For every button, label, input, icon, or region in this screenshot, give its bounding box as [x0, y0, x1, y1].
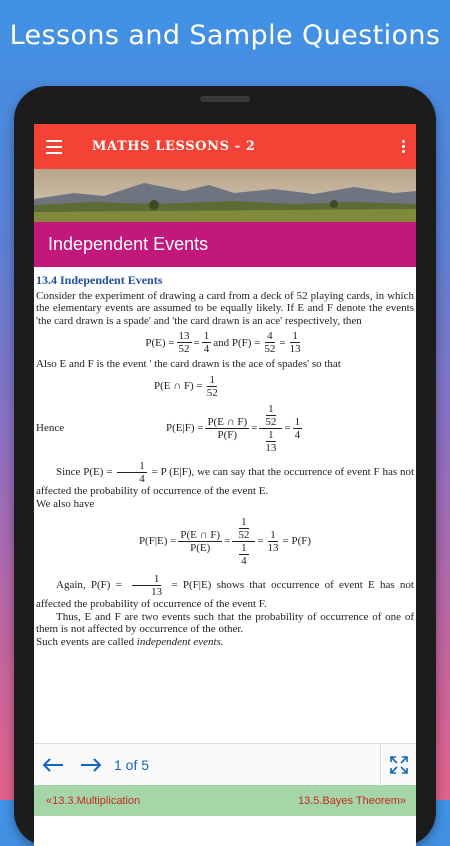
frac-den: 52 — [206, 386, 218, 399]
app-screen — [34, 124, 416, 846]
frac-den: P(F) — [217, 428, 238, 441]
section-title: 13.4 Independent Events — [36, 273, 163, 287]
lesson-nav-bar — [34, 785, 416, 816]
frac-den: 4 — [241, 555, 247, 568]
frac-den: 4 — [203, 343, 210, 356]
paragraph: Also E and F is the event ' the card drawn is the ace of spades' so that — [36, 358, 341, 371]
frac-den: 13 — [265, 441, 277, 454]
frac-den: P(E) — [190, 542, 211, 555]
eq-text: = P(F) — [282, 535, 312, 548]
eq-text: = — [251, 422, 258, 435]
prev-lesson-link[interactable]: «13.3.Multiplication — [46, 794, 141, 807]
paragraph — [36, 573, 414, 611]
lesson-content — [34, 267, 416, 743]
arrow-right-icon — [80, 757, 102, 773]
equation-pf-given-e — [36, 516, 414, 567]
frac-num: 1 — [292, 330, 298, 343]
forward-button[interactable] — [72, 744, 110, 786]
arrow-left-icon — [42, 757, 64, 773]
eq-text: P(E) = — [145, 336, 175, 349]
frac-num: 1 — [241, 542, 247, 555]
more-vert-icon[interactable] — [398, 140, 408, 153]
app-bar — [34, 124, 416, 169]
inline-text: Such events are called — [36, 635, 137, 648]
frac-den: 13 — [151, 586, 163, 599]
frac-den: 52 — [238, 529, 250, 542]
landscape-banner-image — [34, 169, 416, 222]
pdf-toolbar — [34, 743, 416, 785]
frac-den: 52 — [178, 343, 190, 356]
paragraph: We also have — [36, 497, 95, 510]
frac-den: 13 — [267, 542, 279, 555]
app-title: MATHS LESSONS - 2 — [92, 139, 256, 154]
eq-text: = — [279, 336, 286, 349]
eq-text: P(F|E) = — [138, 535, 177, 548]
frac-num: 4 — [267, 330, 273, 343]
eq-text: P(E ∩ F) = — [154, 380, 203, 393]
frac-den: 52 — [264, 343, 276, 356]
hamburger-icon[interactable] — [46, 140, 62, 154]
paragraph: Consider the experiment of drawing a card from a deck of 52 playing cards, in which the elementary events are assumed to be equally likely. If E and F denote the events 'the card drawn is a spade' and 'the card drawn is an ace' respectively, then — [36, 289, 414, 327]
back-button[interactable] — [34, 744, 72, 786]
inline-text: = P (E|F), we can say that the occurrence of event F has not affected the probability of occurrence of the event E. — [36, 466, 415, 497]
frac-num: 1 — [268, 402, 274, 415]
page-indicator: 1 of 5 — [114, 756, 150, 773]
frac-den: 4 — [294, 428, 301, 441]
frac-den: 4 — [139, 472, 145, 485]
frac-num: 1 — [294, 415, 301, 428]
eq-text: = — [193, 336, 200, 349]
frac-num: 1 — [268, 428, 274, 441]
next-lesson-link[interactable]: 13.5.Bayes Theorem» — [297, 794, 406, 807]
fullscreen-icon — [389, 755, 409, 775]
equation-pe-given-f — [36, 403, 414, 454]
frac-den: 52 — [265, 415, 277, 428]
inline-text: Since P(E) = — [56, 466, 113, 478]
frac-num: 1 — [270, 529, 276, 542]
eq-text: = — [257, 535, 264, 548]
frac-num: 1 — [241, 516, 247, 529]
inline-text: Again, P(F) = — [56, 579, 122, 592]
promo-title: Lessons and Sample Questions — [9, 20, 441, 51]
frac-num: 1 — [117, 460, 147, 473]
frac-num: P(E ∩ F) — [207, 415, 248, 428]
eq-text: = — [284, 422, 291, 435]
eq-text: P(E|F) = — [166, 422, 204, 435]
lesson-title-bar: Independent Events — [34, 222, 416, 267]
inline-italic-text: independent events. — [136, 635, 224, 648]
frac-num: P(E ∩ F) — [180, 529, 221, 542]
equation-pe-and-f — [36, 374, 414, 399]
frac-num: 13 — [178, 330, 190, 343]
frac-num: 1 — [203, 330, 210, 343]
fullscreen-button[interactable] — [380, 744, 416, 786]
phone-speaker — [200, 96, 250, 102]
equation-pe-pf — [36, 330, 414, 355]
phone-frame — [14, 86, 436, 846]
paragraph — [36, 460, 414, 498]
frac-num: 1 — [132, 573, 162, 586]
frac-num: 1 — [209, 373, 215, 386]
paragraph: Thus, E and F are two events such that the probability of occurrence of one of them is not affected by occurrence of the other. — [36, 610, 414, 636]
eq-text: Hence — [36, 422, 65, 435]
frac-den: 13 — [289, 343, 301, 356]
eq-text: and P(F) = — [213, 336, 261, 349]
eq-text: = — [224, 535, 231, 548]
paragraph — [36, 636, 414, 649]
inline-text: = P(F|E) shows that occurrence of event E has not affected the probability of occurrence of the event F. — [36, 579, 414, 611]
